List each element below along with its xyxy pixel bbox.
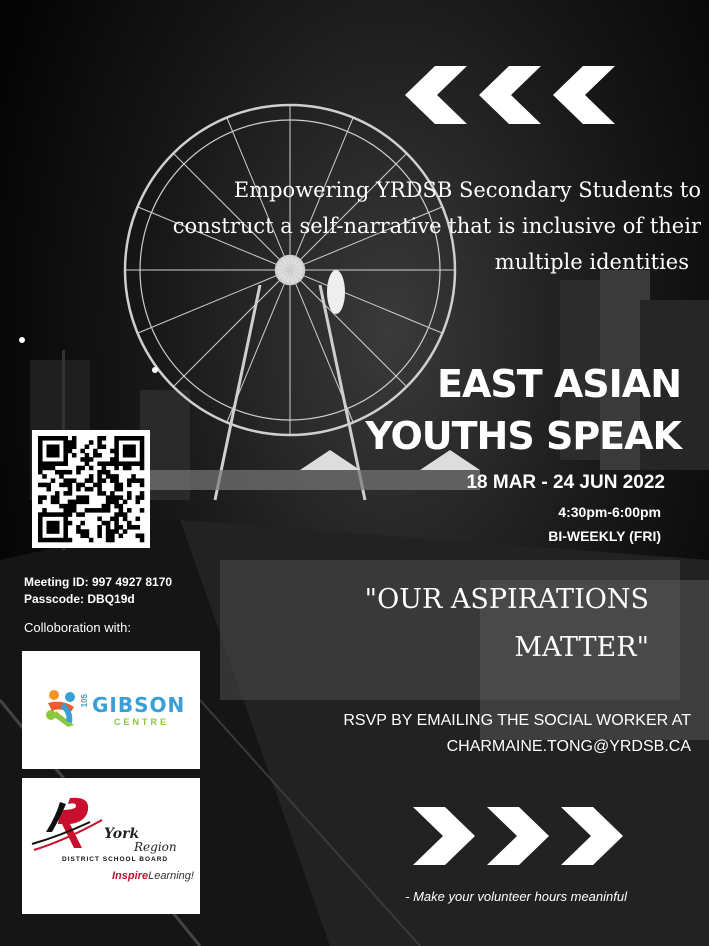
york-swoosh-icon	[30, 792, 110, 858]
event-frequency: BI-WEEKLY (FRI)	[548, 528, 661, 544]
gibson-name: GIBSON	[92, 693, 186, 717]
gibson-number: 105	[80, 694, 89, 708]
meeting-passcode: Passcode: DBQ19d	[24, 592, 135, 606]
rsvp-email[interactable]: CHARMAINE.TONG@YRDSB.CA	[446, 738, 691, 755]
tagline	[141, 172, 701, 280]
meeting-id: Meeting ID: 997 4927 8170	[24, 575, 173, 589]
tagline-line-2: construct a self-narrative that is inclusive of their	[172, 214, 701, 238]
volunteer-note: - Make your volunteer hours meaninful	[405, 889, 627, 904]
slogan-line-2: MATTER"	[514, 632, 649, 663]
york-learning-word: Learning!	[148, 870, 194, 882]
chevron-right-icon	[413, 807, 627, 865]
event-dates: 18 MAR - 24 JUN 2022	[466, 472, 665, 493]
event-title	[365, 358, 681, 462]
qr-code[interactable]	[32, 430, 150, 548]
event-time: 4:30pm-6:00pm	[558, 504, 661, 520]
york-region-logo	[22, 778, 200, 914]
meeting-info	[24, 574, 172, 608]
chevron-left-icon	[405, 66, 627, 124]
york-name: York	[104, 826, 140, 842]
tagline-line-1: Empowering YRDSB Secondary Students to	[233, 178, 701, 202]
rsvp-line-1: RSVP BY EMAILING THE SOCIAL WORKER AT	[343, 712, 691, 729]
york-region-text: Region	[134, 840, 177, 854]
event-title-line-2: YOUTHS SPEAK	[365, 414, 681, 458]
qr-code-pattern	[32, 430, 150, 548]
york-board-text: DISTRICT SCHOOL BOARD	[62, 856, 169, 863]
slogan-line-1: "OUR ASPIRATIONS	[364, 584, 649, 615]
gibson-centre-logo	[22, 651, 200, 769]
slogan-quote	[365, 576, 649, 672]
gibson-people-icon	[44, 689, 80, 729]
tagline-line-3: multiple identities	[494, 250, 689, 274]
gibson-centre-text: CENTRE	[114, 717, 170, 727]
york-inspire-word: Inspire	[112, 870, 149, 882]
york-inspire-slogan	[112, 870, 194, 882]
collaboration-label: Colloboration with:	[24, 620, 131, 635]
event-title-line-1: EAST ASIAN	[436, 362, 681, 406]
rsvp-info	[343, 708, 691, 760]
